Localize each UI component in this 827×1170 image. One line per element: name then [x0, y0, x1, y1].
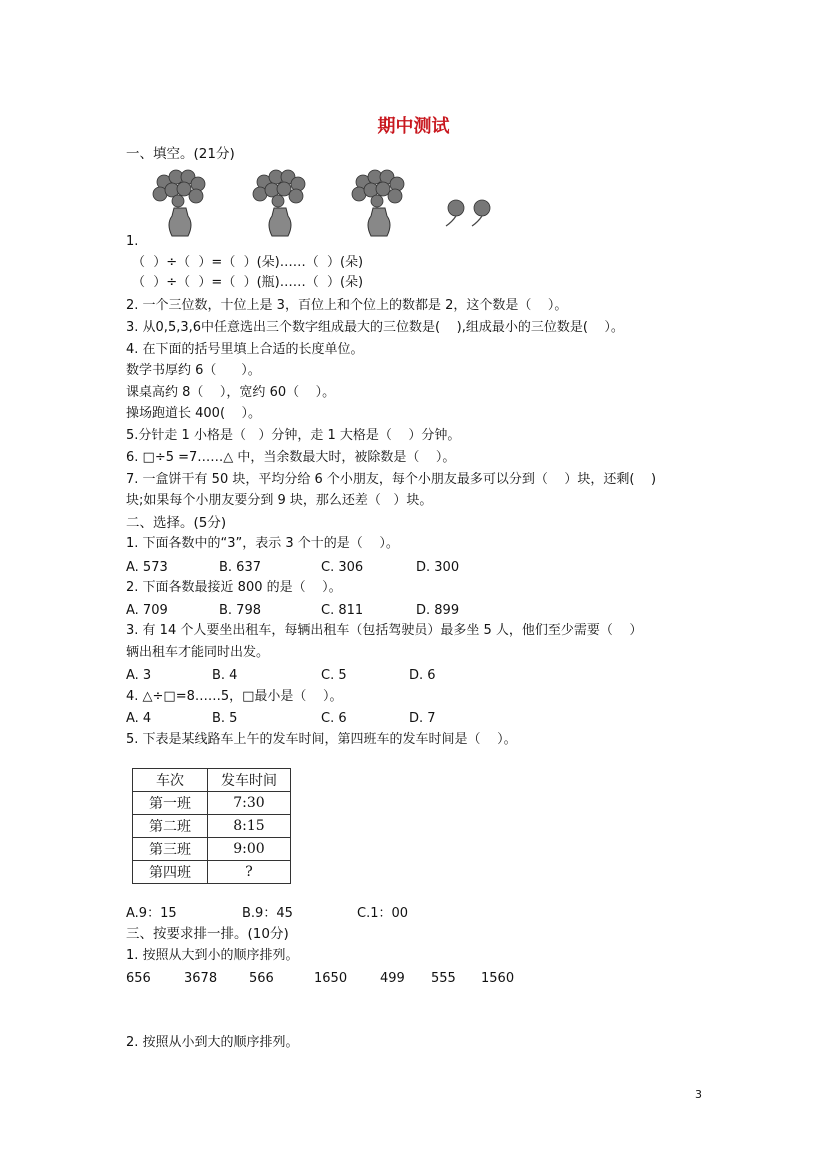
choice-2-option-b: B. 798 — [219, 603, 261, 618]
ordering-number: 499 — [380, 971, 405, 986]
choice-5-option-b: B.9：45 — [242, 906, 293, 921]
choice-3-option-d: D. 6 — [409, 668, 436, 683]
question-5: 5.分针走 1 小格是（ ）分钟，走 1 大格是（ ）分钟。 — [126, 428, 461, 443]
choice-2-option-d: D. 899 — [416, 603, 460, 618]
choice-1-option-d: D. 300 — [416, 560, 460, 575]
ordering-number: 1650 — [314, 971, 348, 986]
question-7: 7. 一盒饼干有 50 块，平均分给 6 个小朋友，每个小朋友最多可以分到（ ）块，还剩( ) — [126, 472, 657, 487]
choice-2-option-a: A. 709 — [126, 603, 168, 618]
table-header-row — [133, 769, 291, 792]
table-header: 发车时间 — [208, 769, 291, 792]
table-cell: 第四班 — [133, 861, 208, 884]
vase-of-flowers-image — [150, 168, 210, 240]
question-1-number: 1. — [126, 234, 139, 249]
ordering-number: 566 — [249, 971, 274, 986]
table-cell: 第二班 — [133, 815, 208, 838]
table-cell: 第三班 — [133, 838, 208, 861]
choice-question-1: 1. 下面各数中的“3”，表示 3 个十的是（ ）。 — [126, 536, 399, 551]
page-title: 期中测试 — [377, 116, 450, 137]
question-7-continued: 块;如果每个小朋友要分到 9 块，那么还差（ ）块。 — [126, 493, 433, 508]
table-cell: 9:00 — [208, 838, 291, 861]
section-choice: 二、选择。(5分) — [126, 515, 227, 531]
table-row — [133, 815, 291, 838]
ordering-number: 555 — [431, 971, 456, 986]
choice-1-option-c: C. 306 — [321, 560, 364, 575]
table-row — [133, 838, 291, 861]
choice-4-option-c: C. 6 — [321, 711, 347, 726]
section-fill-in: 一、填空。(21分) — [126, 146, 235, 162]
choice-question-2: 2. 下面各数最接近 800 的是（ ）。 — [126, 580, 342, 595]
choice-1-option-a: A. 573 — [126, 560, 168, 575]
page-number: 3 — [695, 1088, 702, 1101]
ordering-number: 656 — [126, 971, 151, 986]
choice-5-option-c: C.1：00 — [357, 906, 409, 921]
question-4: 4. 在下面的括号里填上合适的长度单位。 — [126, 342, 364, 357]
question-2: 2. 一个三位数，十位上是 3，百位上和个位上的数都是 2，这个数是（ ）。 — [126, 298, 568, 313]
ordering-question-1: 1. 按照从大到小的顺序排列。 — [126, 948, 299, 963]
ordering-question-2: 2. 按照从小到大的顺序排列。 — [126, 1035, 299, 1050]
choice-4-option-d: D. 7 — [409, 711, 436, 726]
choice-1-option-b: B. 637 — [219, 560, 261, 575]
question-6: 6. □÷5 =7……△ 中，当余数最大时，被除数是（ ）。 — [126, 450, 456, 465]
table-cell: 8:15 — [208, 815, 291, 838]
choice-3-option-c: C. 5 — [321, 668, 347, 683]
two-flowers-image — [442, 198, 498, 230]
question-4-item-3: 操场跑道长 400( ）。 — [126, 406, 262, 421]
choice-question-3: 3. 有 14 个人要坐出租车，每辆出租车（包括驾驶员）最多坐 5 人，他们至少需要（ ） — [126, 623, 643, 638]
question-4-item-2: 课桌高约 8（ ），宽约 60（ ）。 — [126, 385, 336, 400]
table-row — [133, 861, 291, 884]
question-1-row-1: （ ）÷（ ）=（ ）(朵)……（ ）(朵) — [132, 255, 364, 270]
table-cell: ? — [208, 861, 291, 884]
question-1-row-2: （ ）÷（ ）=（ ）(瓶)……（ ）(朵) — [132, 275, 364, 290]
table-header: 车次 — [133, 769, 208, 792]
ordering-number: 3678 — [184, 971, 218, 986]
table-cell: 第一班 — [133, 792, 208, 815]
choice-4-option-a: A. 4 — [126, 711, 152, 726]
section-ordering: 三、按要求排一排。(10分) — [126, 926, 289, 942]
choice-question-4: 4. △÷□=8……5，□最小是（ ）。 — [126, 689, 343, 704]
choice-4-option-b: B. 5 — [212, 711, 238, 726]
choice-3-option-a: A. 3 — [126, 668, 152, 683]
choice-question-5: 5. 下表是某线路车上午的发车时间，第四班车的发车时间是（ ）。 — [126, 732, 517, 747]
question-4-item-1: 数学书厚约 6（ ）。 — [126, 363, 261, 378]
table-row — [133, 792, 291, 815]
choice-5-option-a: A.9：15 — [126, 906, 177, 921]
bus-schedule-table — [132, 768, 291, 884]
question-3: 3. 从0,5,3,6中任意选出三个数字组成最大的三位数是( ),组成最小的三位数是( ）。 — [126, 320, 624, 335]
choice-2-option-c: C. 811 — [321, 603, 364, 618]
choice-3-option-b: B. 4 — [212, 668, 238, 683]
vase-of-flowers-image — [349, 168, 409, 240]
choice-question-3-continued: 辆出租车才能同时出发。 — [126, 645, 270, 660]
table-cell: 7:30 — [208, 792, 291, 815]
ordering-number: 1560 — [481, 971, 515, 986]
vase-of-flowers-image — [250, 168, 310, 240]
